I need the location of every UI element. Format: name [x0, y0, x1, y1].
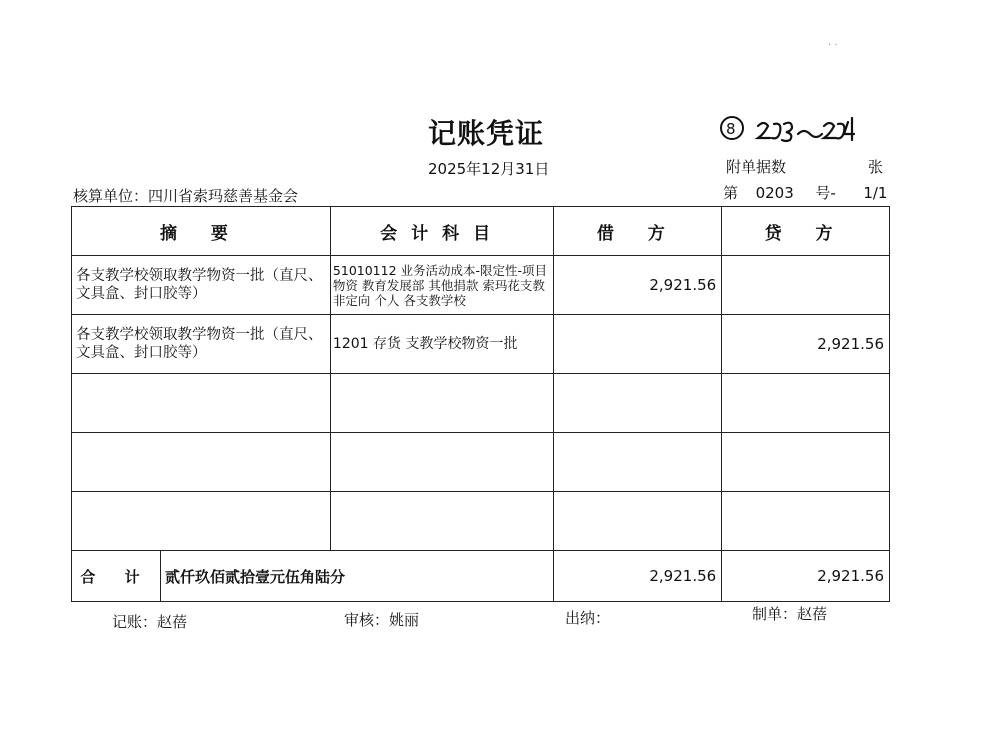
row-credit: [722, 374, 890, 433]
total-cell: [72, 551, 554, 602]
row-credit: [722, 433, 890, 492]
preparer-name: 赵蓓: [797, 605, 828, 623]
header-debit: 借 方: [554, 207, 722, 256]
attachments-unit: 张: [868, 158, 884, 176]
footer-cashier: [565, 607, 610, 628]
svg-text:8: 8: [726, 120, 736, 138]
bookkeeper-label: 记账：: [112, 613, 158, 631]
bookkeeper-name: 赵蓓: [157, 613, 188, 631]
scan-mark: · ·: [828, 40, 838, 51]
handwritten-note: [718, 112, 868, 152]
row-credit: [722, 256, 890, 315]
table-header-row: [72, 207, 890, 256]
preparer-label: 制单：: [752, 605, 798, 623]
voucher-prefix: 第: [723, 184, 739, 202]
row-debit: [554, 433, 722, 492]
header-credit: 贷 方: [722, 207, 890, 256]
footer-reviewer: [344, 609, 419, 630]
reviewer-label: 审核：: [344, 611, 390, 629]
row-debit: [554, 315, 722, 374]
table-row: [72, 374, 890, 433]
unit-label: 核算单位：: [73, 187, 149, 205]
voucher-number: 0203: [755, 184, 794, 202]
row-debit: [554, 374, 722, 433]
header-account-subject: 会计科目: [330, 207, 553, 256]
table-row: [72, 492, 890, 551]
row-account-subject: 1201 存货 支教学校物资一批: [330, 315, 553, 374]
row-account-subject: [330, 433, 553, 492]
cashier-label: 出纳：: [565, 609, 611, 627]
row-summary: [72, 492, 331, 551]
row-account-subject: 51010112 业务活动成本-限定性-项目物资 教育发展部 其他捐款 索玛花支教 非定向 个人 各支教学校: [330, 256, 553, 315]
voucher-date: 2025年12月31日: [428, 160, 550, 178]
table-row: [72, 256, 890, 315]
table-row: [72, 315, 890, 374]
unit-name: 四川省索玛慈善基金会: [148, 187, 299, 205]
total-label: 合 计: [80, 567, 152, 586]
document-title: 记账凭证: [428, 117, 545, 150]
table-row: [72, 433, 890, 492]
attachments-label: 附单据数: [726, 158, 787, 176]
row-credit: 2,921.56: [722, 315, 890, 374]
total-debit: 2,921.56: [554, 551, 722, 602]
total-credit: 2,921.56: [722, 551, 890, 602]
footer-bookkeeper: [112, 611, 187, 632]
row-account-subject: [330, 492, 553, 551]
accounting-unit: [73, 185, 298, 206]
reviewer-name: 姚丽: [389, 611, 420, 629]
header-summary: 摘 要: [72, 207, 331, 256]
row-summary: [72, 433, 331, 492]
row-summary: 各支教学校领取教学物资一批（直尺、文具盒、封口胶等）: [72, 256, 331, 315]
voucher-table: [71, 206, 890, 602]
row-account-subject: [330, 374, 553, 433]
footer-preparer: [752, 603, 827, 624]
voucher-page: 1/1: [863, 184, 888, 202]
row-debit: 2,921.56: [554, 256, 722, 315]
row-summary: [72, 374, 331, 433]
total-in-words: 贰仟玖佰贰拾壹元伍角陆分: [165, 567, 346, 586]
voucher-number-line: [723, 182, 887, 203]
row-credit: [722, 492, 890, 551]
total-row: [72, 551, 890, 602]
voucher-suffix: 号-: [815, 184, 836, 202]
row-debit: [554, 492, 722, 551]
row-summary: 各支教学校领取教学物资一批（直尺、文具盒、封口胶等）: [72, 315, 331, 374]
